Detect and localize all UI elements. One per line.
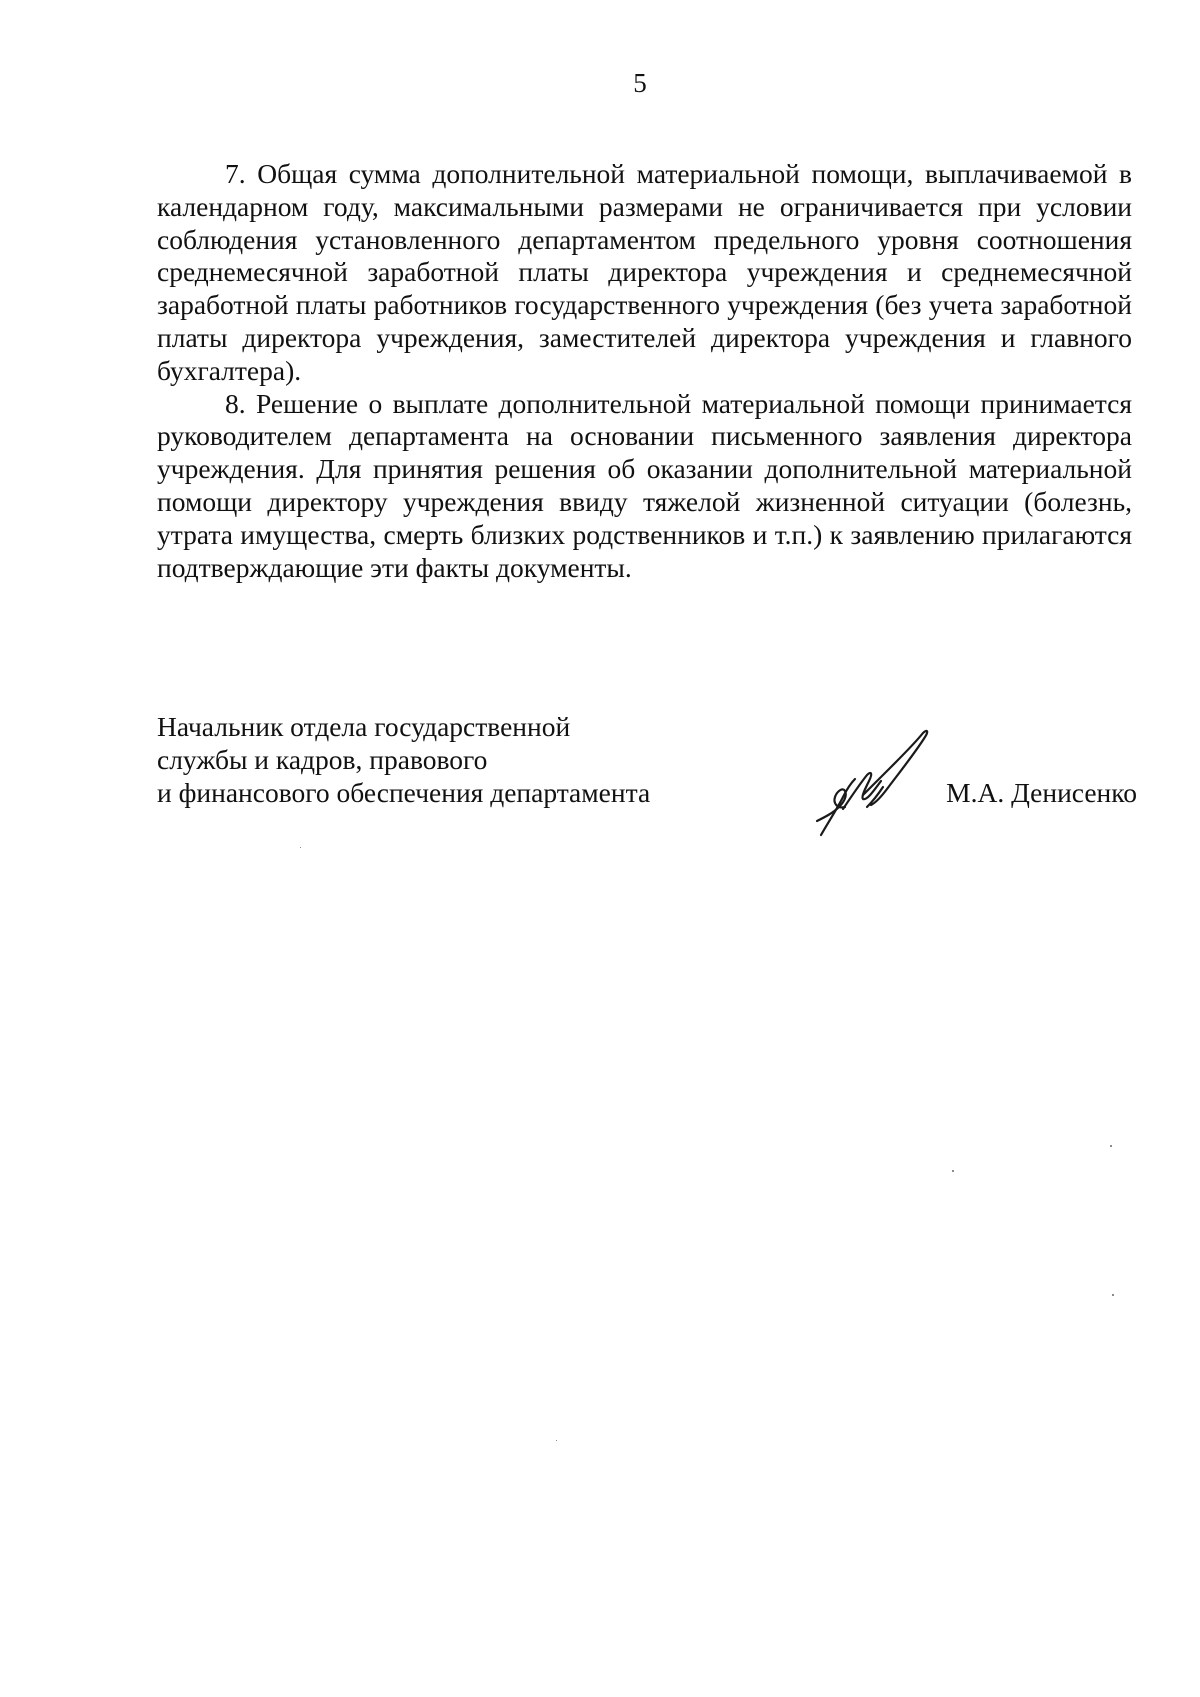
- signatory-position-line: Начальник отдела государственной: [157, 711, 571, 742]
- signatory-name: М.А. Денисенко: [946, 777, 1137, 808]
- scan-speck: [1110, 1145, 1112, 1147]
- scan-speck: [300, 847, 301, 848]
- scan-speck: [952, 1170, 954, 1172]
- signature-block: [157, 711, 1137, 851]
- paragraph-8: 8. Решение о выплате дополнительной материальной помощи принимается руководителем департамента на основании письменного заявления директора учреждения. Для принятия решения об оказании дополнительной материальной помощи директору учреждения ввиду тяжелой жизненной ситуации (болезнь, утрата имущества, смерть близких родственников и т.п.) к заявлению прилагаются подтверждающие эти факты документы.: [157, 387, 1132, 583]
- handwritten-signature-icon: [807, 725, 937, 845]
- scan-speck: [1112, 1294, 1114, 1296]
- paragraph-7: 7. Общая сумма дополнительной материальной помощи, выплачиваемой в календарном году, максимальными размерами не ограничивается при условии соблюдения установленного департаментом предельного уровня соотношения среднемесячной заработной платы директора учреждения и среднемесячной заработной платы работников государственного учреждения (без учета заработной платы директора учреждения, заместителей директора учреждения и главного бухгалтера).: [157, 158, 1132, 386]
- document-body: [157, 158, 1132, 584]
- signatory-position-line: службы и кадров, правового: [157, 743, 488, 775]
- page-number: 5: [633, 68, 647, 98]
- scan-speck: [556, 1440, 557, 1441]
- signatory-position: [157, 711, 717, 809]
- signatory-position-line: и финансового обеспечения департамента: [157, 776, 651, 808]
